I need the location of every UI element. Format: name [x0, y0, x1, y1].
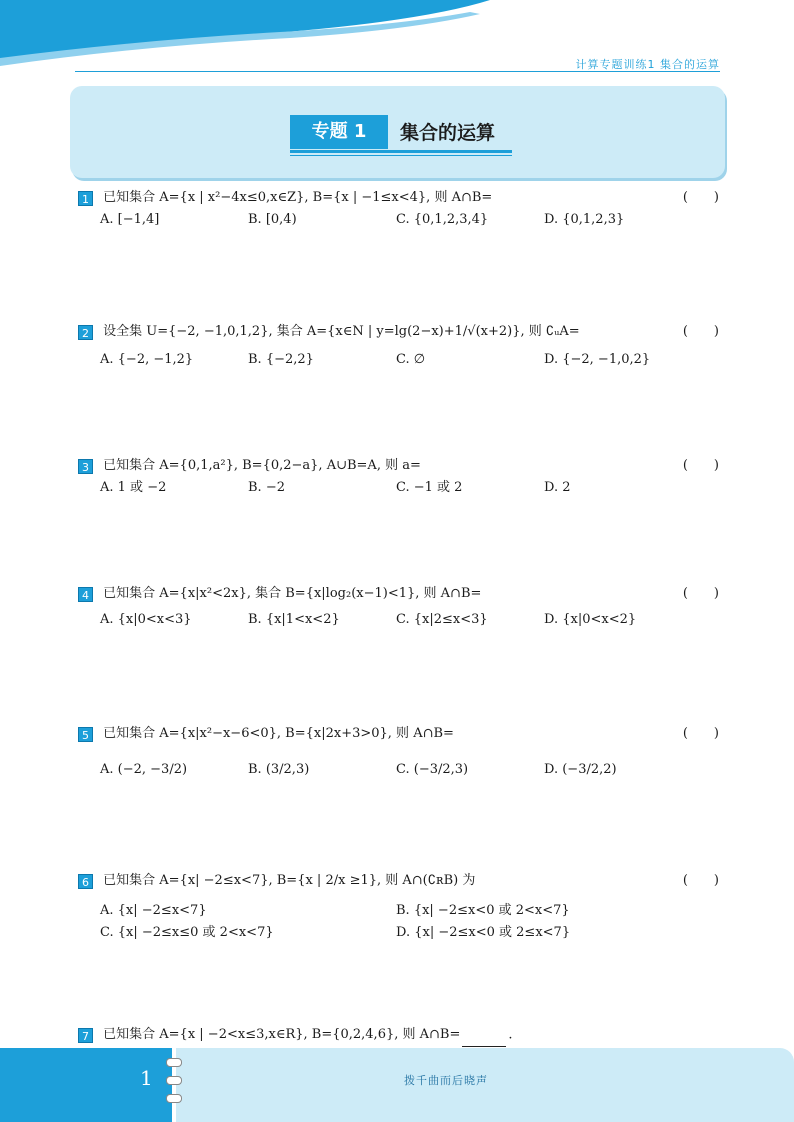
question-5 [78, 723, 723, 781]
binder-ring-icon [166, 1076, 182, 1085]
option-b[interactable]: B. −2 [248, 480, 285, 495]
option-b[interactable]: B. {−2,2} [248, 352, 314, 367]
answer-paren[interactable]: ( ) [682, 458, 719, 473]
option-d[interactable]: D. 2 [544, 480, 571, 495]
option-b[interactable]: B. {x|1<x<2} [248, 612, 340, 627]
question-number: 5 [78, 727, 93, 742]
question-stem: 已知集合 A={x|x²−x−6<0}, B={x|2x+3>0}, 则 A∩B= [103, 726, 454, 741]
question-stem: 已知集合 A={x|x²<2x}, 集合 B={x|log₂(x−1)<1}, 则 A∩B= [103, 586, 482, 601]
question-number: 7 [78, 1028, 93, 1043]
option-c[interactable]: C. {x|2≤x<3} [396, 612, 488, 627]
question-number: 6 [78, 874, 93, 889]
answer-paren[interactable]: ( ) [682, 190, 719, 205]
option-a[interactable]: A. 1 或 −2 [100, 480, 167, 495]
question-number: 1 [78, 191, 93, 206]
answer-paren[interactable]: ( ) [682, 324, 719, 339]
option-c[interactable]: C. {0,1,2,3,4} [396, 212, 489, 227]
option-d[interactable]: D. {−2, −1,0,2} [544, 352, 651, 367]
option-c[interactable]: C. −1 或 2 [396, 480, 463, 495]
binder-ring-icon [166, 1058, 182, 1067]
option-b[interactable]: B. (3/2,3) [248, 762, 310, 777]
question-stem: 已知集合 A={x | x²−4x≤0,x∈Z}, B={x | −1≤x<4}, 则 A∩B= [103, 190, 493, 205]
option-a[interactable]: A. {x|0<x<3} [100, 612, 192, 627]
topic-badge: 专题 1 [290, 115, 388, 149]
header-series-title: 计算专题训练1 集合的运算 [575, 58, 720, 71]
question-stem: 已知集合 A={0,1,a²}, B={0,2−a}, A∪B=A, 则 a= [103, 458, 421, 473]
option-c[interactable]: C. {x| −2≤x≤0 或 2<x<7} [100, 925, 274, 940]
question-number: 3 [78, 459, 93, 474]
question-3 [78, 455, 723, 499]
question-stem: 已知集合 A={x | −2<x≤3,x∈R}, B={0,2,4,6}, 则 A∩B= [103, 1027, 461, 1042]
page-number: 1 [140, 1066, 153, 1090]
option-a[interactable]: A. {x| −2≤x<7} [100, 903, 207, 918]
question-4 [78, 583, 723, 631]
option-d[interactable]: D. (−3/2,2) [544, 762, 617, 777]
binder-ring-icon [166, 1094, 182, 1103]
question-1 [78, 187, 723, 231]
option-d[interactable]: D. {0,1,2,3} [544, 212, 625, 227]
question-stem: 已知集合 A={x| −2≤x<7}, B={x | 2/x ≥1}, 则 A∩(∁ʀB) 为 [103, 873, 476, 888]
header-rule [75, 71, 720, 72]
option-a[interactable]: A. {−2, −1,2} [100, 352, 194, 367]
option-a[interactable]: A. (−2, −3/2) [100, 762, 188, 777]
footer-slogan: 拨千曲而后晓声 [404, 1074, 488, 1087]
option-d[interactable]: D. {x| −2≤x<0 或 2≤x<7} [396, 925, 571, 940]
title-underline [290, 150, 512, 153]
question-number: 4 [78, 587, 93, 602]
answer-blank[interactable] [462, 1032, 506, 1047]
option-c[interactable]: C. ∅ [396, 352, 426, 367]
title-underline-thin [290, 155, 512, 156]
answer-paren[interactable]: ( ) [682, 873, 719, 888]
option-a[interactable]: A. [−1,4] [100, 212, 160, 227]
topic-title: 集合的运算 [400, 122, 496, 144]
question-7 [78, 1024, 723, 1046]
question-6 [78, 870, 723, 944]
option-b[interactable]: B. [0,4) [248, 212, 297, 227]
question-tail: . [508, 1027, 513, 1043]
question-2 [78, 321, 723, 371]
question-number: 2 [78, 325, 93, 340]
title-panel [70, 86, 725, 178]
option-b[interactable]: B. {x| −2≤x<0 或 2<x<7} [396, 903, 570, 918]
answer-paren[interactable]: ( ) [682, 726, 719, 741]
answer-paren[interactable]: ( ) [682, 586, 719, 601]
option-d[interactable]: D. {x|0<x<2} [544, 612, 637, 627]
question-stem: 设全集 U={−2, −1,0,1,2}, 集合 A={x∈N | y=lg(2−x)+1/√(x+2)}, 则 ∁ᵤA= [103, 324, 580, 339]
option-c[interactable]: C. (−3/2,3) [396, 762, 469, 777]
